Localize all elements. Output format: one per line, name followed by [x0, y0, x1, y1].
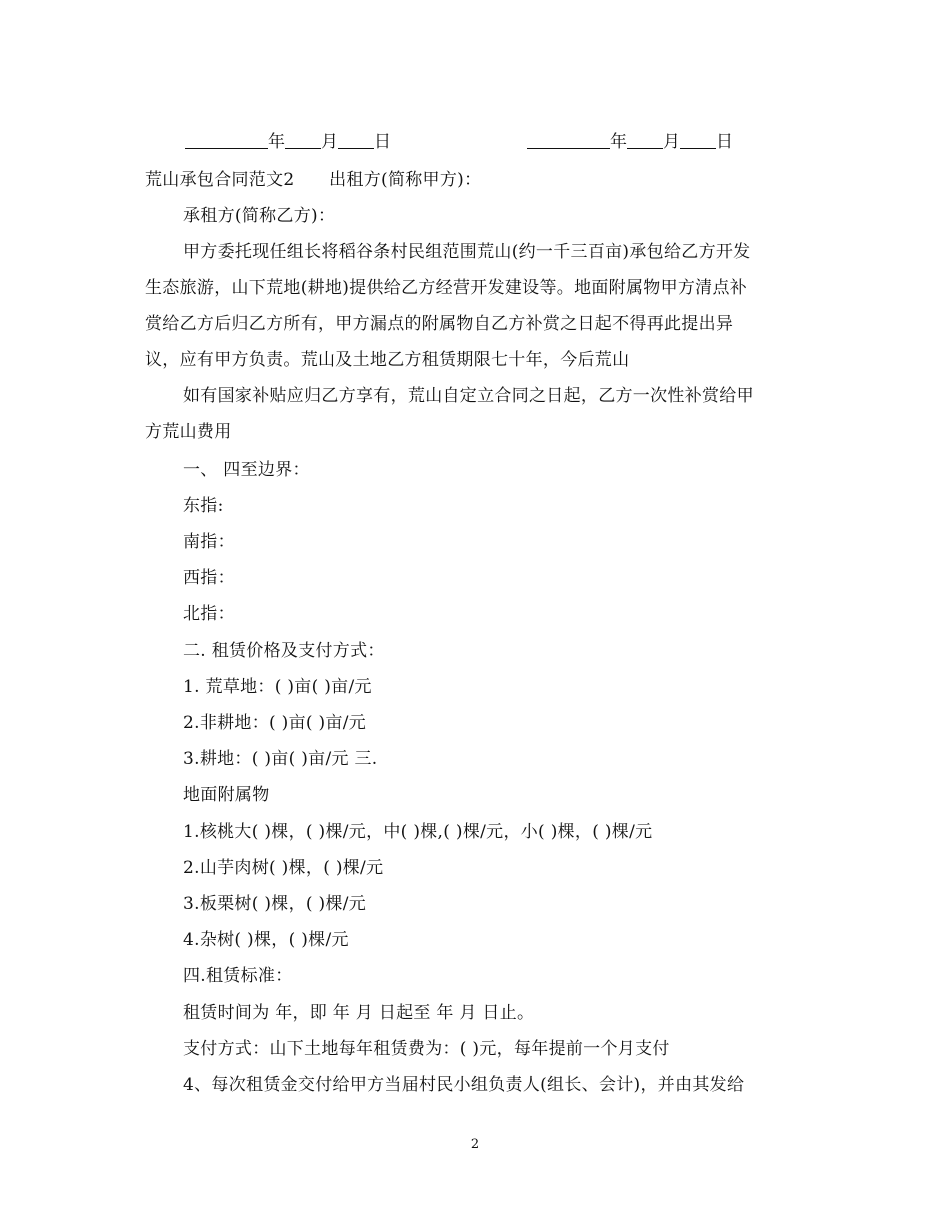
- boundary-south: 南指：: [183, 532, 235, 552]
- section-heading: 二. 租赁价格及支付方式：: [183, 641, 385, 661]
- body-paragraph-line: 方荒山费用: [145, 422, 232, 442]
- year-blank: [185, 128, 268, 149]
- date-left: [185, 124, 391, 160]
- body-paragraph-line: 支付方式：山下土地每年租赁费为：( )元，每年提前一个月支付: [183, 1039, 670, 1059]
- date-right: [527, 124, 733, 160]
- list-item: 1. 荒草地：( )亩( )亩/元: [183, 677, 372, 697]
- date-line: [0, 124, 950, 160]
- list-item: 2.山芋肉树( )棵，( )棵/元: [183, 858, 384, 878]
- month-char: 月: [663, 132, 680, 152]
- list-item: 1.核桃大( )棵，( )棵/元，中( )棵,( )棵/元，小( )棵，( )棵/元: [183, 822, 653, 842]
- section-heading: 一、 四至边界：: [183, 460, 310, 480]
- list-item: 3.板栗树( )棵，( )棵/元: [183, 894, 367, 914]
- section-heading: 四.租赁标准：: [183, 966, 293, 986]
- subsection-heading: 地面附属物: [183, 785, 270, 805]
- doc-title-line: 荒山承包合同范文2 出租方(简称甲方)：: [145, 170, 482, 190]
- page-number: 2: [470, 1137, 480, 1152]
- day-blank: [680, 128, 716, 149]
- body-paragraph-line: 租赁时间为 年，即 年 月 日起至 年 月 日止。: [183, 1003, 535, 1023]
- list-item: 2.非耕地：( )亩( )亩/元: [183, 713, 367, 733]
- month-blank: [285, 128, 321, 149]
- day-blank: [338, 128, 374, 149]
- body-paragraph-line: 甲方委托现任组长将稻谷条村民组范围荒山(约一千三百亩)承包给乙方开发: [183, 242, 751, 262]
- day-char: 日: [374, 132, 391, 152]
- boundary-east: 东指:: [183, 496, 224, 516]
- body-paragraph-line: 议，应有甲方负责。荒山及土地乙方租赁期限七十年，今后荒山: [145, 350, 630, 370]
- day-char: 日: [716, 132, 733, 152]
- lessee-line: 承租方(简称乙方)：: [183, 206, 336, 226]
- list-item: 3.耕地：( )亩( )亩/元 三.: [183, 749, 378, 769]
- body-paragraph-line: 生态旅游，山下荒地(耕地)提供给乙方经营开发建设等。地面附属物甲方清点补: [145, 278, 748, 298]
- body-paragraph-line: 赏给乙方后归乙方所有，甲方漏点的附属物自乙方补赏之日起不得再此提出异: [145, 314, 734, 334]
- boundary-west: 西指：: [183, 568, 235, 588]
- body-paragraph-line: 如有国家补贴应归乙方享有，荒山自定立合同之日起，乙方一次性补赏给甲: [183, 386, 754, 406]
- body-paragraph-line: 4、每次租赁金交付给甲方当届村民小组负责人(组长、会计)，并由其发给: [183, 1075, 745, 1095]
- month-blank: [627, 128, 663, 149]
- boundary-north: 北指：: [183, 604, 235, 624]
- month-char: 月: [321, 132, 338, 152]
- year-char: 年: [268, 132, 285, 152]
- list-item: 4.杂树( )棵，( )棵/元: [183, 930, 349, 950]
- year-char: 年: [610, 132, 627, 152]
- year-blank: [527, 128, 610, 149]
